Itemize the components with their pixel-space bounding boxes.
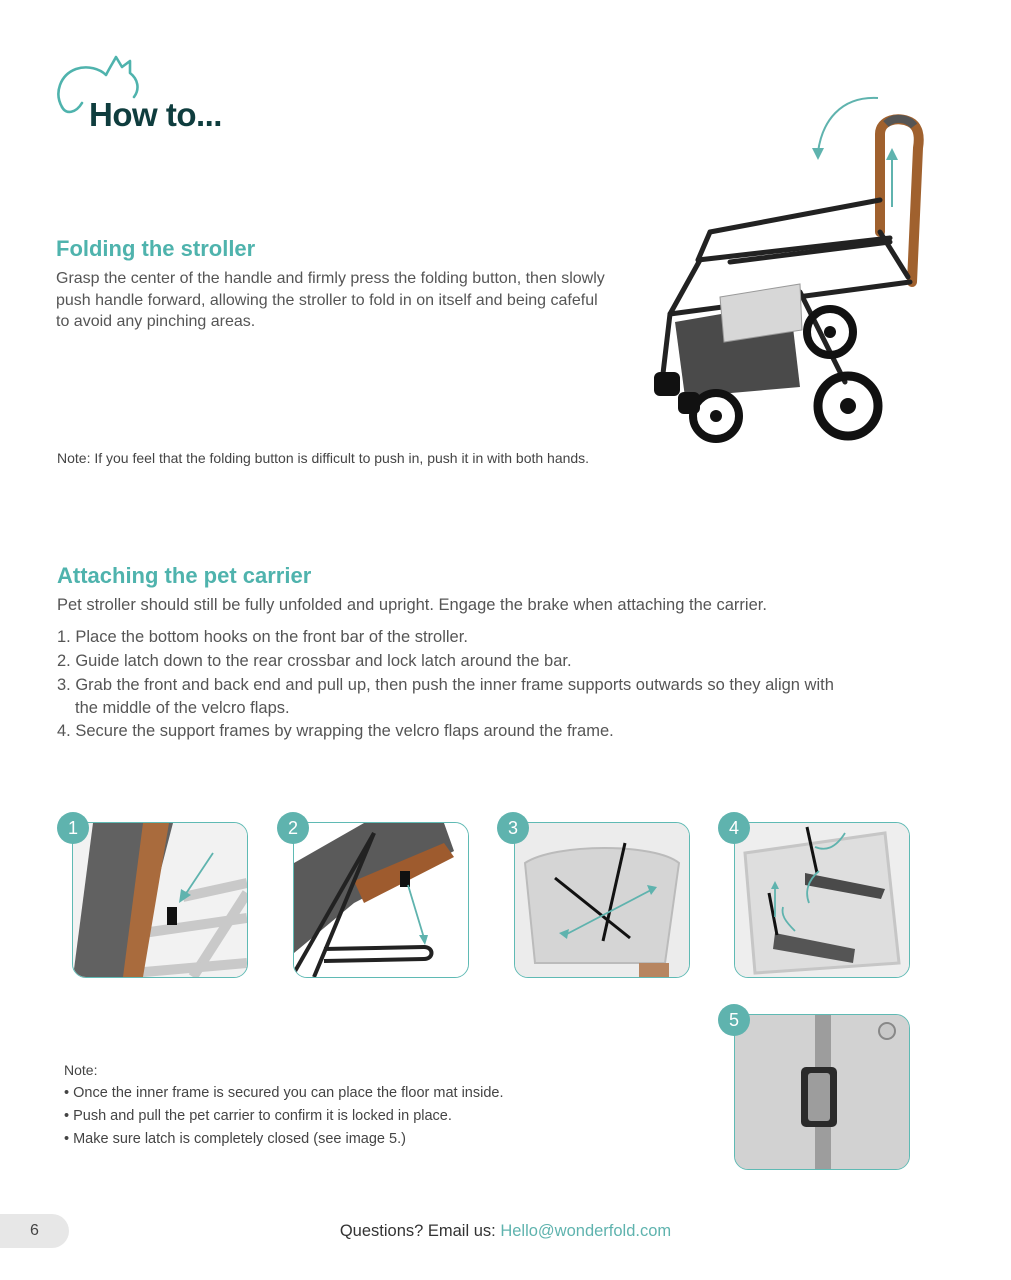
page-number: 6 xyxy=(0,1214,69,1248)
notes-list xyxy=(64,1082,664,1151)
figure-badge: 2 xyxy=(277,812,309,844)
folding-line: push handle forward, allowing the stroller to fold in on itself and being cafeful xyxy=(56,291,598,309)
figure-badge: 1 xyxy=(57,812,89,844)
folding-heading: Folding the stroller xyxy=(56,236,256,261)
folding-line: to avoid any pinching areas. xyxy=(56,313,256,330)
folding-line: Grasp the center of the handle and firmly press the folding button, then slowly xyxy=(56,270,605,287)
carrier-steps xyxy=(57,625,937,743)
figure-5-panel xyxy=(734,1014,910,1170)
notes-label: Note: xyxy=(64,1062,98,1078)
figure-badge: 3 xyxy=(497,812,529,844)
folding-stroller-illustration xyxy=(640,92,940,452)
folding-note: Note: If you feel that the folding button is difficult to push in, push it in with both hands. xyxy=(57,450,590,466)
page-title: How to... xyxy=(89,96,222,133)
figure-badge: 4 xyxy=(718,812,750,844)
note-item: • Make sure latch is completely closed (see image 5.) xyxy=(64,1131,406,1147)
figure-1-illustration xyxy=(73,823,247,977)
step-item: 3. Grab the front and back end and pull up, then push the inner frame supports outwards so they align with xyxy=(57,676,834,694)
carrier-heading: Attaching the pet carrier xyxy=(57,563,312,588)
figure-3-panel xyxy=(514,822,690,978)
figure-5-illustration xyxy=(735,1015,909,1169)
figure-1-panel xyxy=(72,822,248,978)
figure-4-illustration xyxy=(735,823,909,977)
figure-2-illustration xyxy=(294,823,468,977)
step-item: 2. Guide latch down to the rear crossbar and lock latch around the bar. xyxy=(57,652,572,670)
footer-contact xyxy=(0,1222,1011,1241)
note-item: • Push and pull the pet carrier to confirm it is locked in place. xyxy=(64,1108,452,1124)
folding-instructions xyxy=(56,268,666,333)
figure-badge: 5 xyxy=(718,1004,750,1036)
figure-3-illustration xyxy=(515,823,689,977)
step-item: 1. Place the bottom hooks on the front bar of the stroller. xyxy=(57,628,468,646)
notes-block xyxy=(64,1059,664,1151)
footer-question: Questions? Email us: xyxy=(339,1222,496,1240)
figure-4-panel xyxy=(734,822,910,978)
note-item: • Once the inner frame is secured you can place the floor mat inside. xyxy=(64,1085,504,1101)
figure-2-panel xyxy=(293,822,469,978)
carrier-intro: Pet stroller should still be fully unfolded and upright. Engage the brake when attaching the carrier. xyxy=(57,596,767,614)
step-item: 4. Secure the support frames by wrapping the velcro flaps around the frame. xyxy=(57,722,614,740)
footer-email-link[interactable]: Hello@wonderfold.com xyxy=(500,1222,672,1240)
step-item: the middle of the velcro flaps. xyxy=(75,699,290,717)
